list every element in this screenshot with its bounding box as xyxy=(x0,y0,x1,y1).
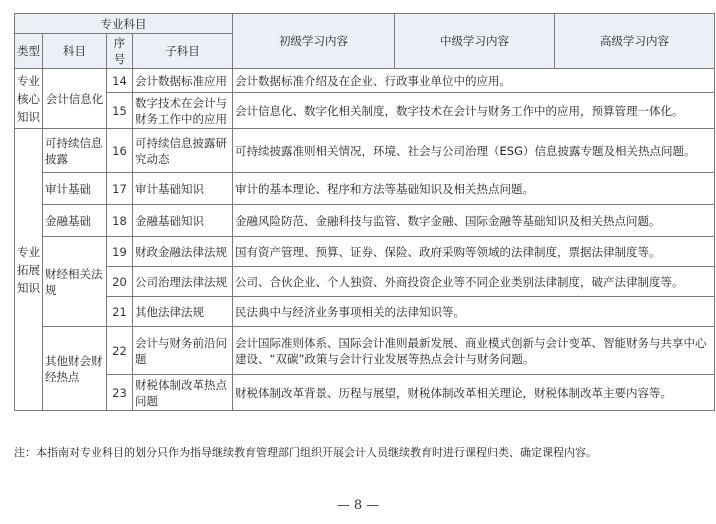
header-intermediate: 中级学习内容 xyxy=(395,14,555,69)
row-subsubject: 其他法律法规 xyxy=(133,297,233,327)
subject-audit: 审计基础 xyxy=(43,173,107,205)
table-row xyxy=(15,93,715,129)
row-subsubject: 会计数据标准应用 xyxy=(133,69,233,93)
table-row xyxy=(15,205,715,237)
row-number: 22 xyxy=(107,327,133,375)
row-number: 15 xyxy=(107,93,133,129)
subject-law: 财经相关法规 xyxy=(43,237,107,327)
header-subsubject: 子科目 xyxy=(133,34,233,69)
row-number: 21 xyxy=(107,297,133,327)
row-content: 金融风险防范、金融科技与监管、数字金融、国际金融等基础知识及相关热点问题。 xyxy=(233,205,715,237)
table-row xyxy=(15,173,715,205)
subject-finance: 金融基础 xyxy=(43,205,107,237)
row-number: 23 xyxy=(107,375,133,411)
row-content: 会计信息化、数字化相关制度，数字技术在会计与财务工作中的应用，预算管理一体化。 xyxy=(233,93,715,129)
table-row xyxy=(15,297,715,327)
row-content: 财税体制改革背景、历程与展望，财税体制改革相关理论，财税体制改革主要内容等。 xyxy=(233,375,715,411)
header-subject-group: 专业科目 xyxy=(15,14,233,34)
row-subsubject: 公司治理法律法规 xyxy=(133,267,233,297)
group-expand: 专业拓展知识 xyxy=(15,129,43,411)
row-content: 国有资产管理、预算、证券、保险、政府采购等领域的法律制度，票据法律制度等。 xyxy=(233,237,715,267)
row-content: 审计的基本理论、程序和方法等基础知识及相关热点问题。 xyxy=(233,173,715,205)
header-subject: 科目 xyxy=(43,34,107,69)
page-number: — 8 — xyxy=(336,498,380,513)
row-subsubject: 可持续信息披露研究动态 xyxy=(133,129,233,173)
row-content: 民法典中与经济业务事项相关的法律知识等。 xyxy=(233,297,715,327)
row-subsubject: 审计基础知识 xyxy=(133,173,233,205)
subject-sustain: 可持续信息披露 xyxy=(43,129,107,173)
row-subsubject: 数字技术在会计与财务工作中的应用 xyxy=(133,93,233,129)
row-content: 可持续披露准则相关情况，环境、社会与公司治理（ESG）信息披露专题及相关热点问题。 xyxy=(233,129,715,173)
table-row xyxy=(15,237,715,267)
table-row xyxy=(15,327,715,375)
row-number: 16 xyxy=(107,129,133,173)
row-number: 17 xyxy=(107,173,133,205)
course-table xyxy=(14,13,715,411)
table-row xyxy=(15,375,715,411)
row-content: 公司、合伙企业、个人独资、外商投资企业等不同企业类别法律制度，破产法律制度等。 xyxy=(233,267,715,297)
table-row xyxy=(15,69,715,93)
row-subsubject: 财政金融法律法规 xyxy=(133,237,233,267)
row-subsubject: 会计与财务前沿问题 xyxy=(133,327,233,375)
group-core: 专业核心知识 xyxy=(15,69,43,129)
row-subsubject: 财税体制改革热点问题 xyxy=(133,375,233,411)
row-number: 14 xyxy=(107,69,133,93)
row-number: 19 xyxy=(107,237,133,267)
header-advanced: 高级学习内容 xyxy=(555,14,715,69)
row-content: 会计数据标准介绍及在企业、行政事业单位中的应用。 xyxy=(233,69,715,93)
row-subsubject: 金融基础知识 xyxy=(133,205,233,237)
footnote: 注：本指南对专业科目的划分只作为指导继续教育管理部门组织开展会计人员继续教育时进行课程归类、确定课程内容。 xyxy=(14,446,597,459)
row-number: 20 xyxy=(107,267,133,297)
header-beginner: 初级学习内容 xyxy=(233,14,395,69)
header-seq: 序号 xyxy=(107,34,133,69)
subject-other: 其他财会财经热点 xyxy=(43,327,107,411)
header-type: 类型 xyxy=(15,34,43,69)
table-row xyxy=(15,129,715,173)
subject-accounting-info: 会计信息化 xyxy=(43,69,107,129)
row-number: 18 xyxy=(107,205,133,237)
table-row xyxy=(15,267,715,297)
row-content: 会计国际准则体系、国际会计准则最新发展、商业模式创新与会计变革、智能财务与共享中心建设、“双碳”政策与会计行业发展等热点会计与财务问题。 xyxy=(233,327,715,375)
